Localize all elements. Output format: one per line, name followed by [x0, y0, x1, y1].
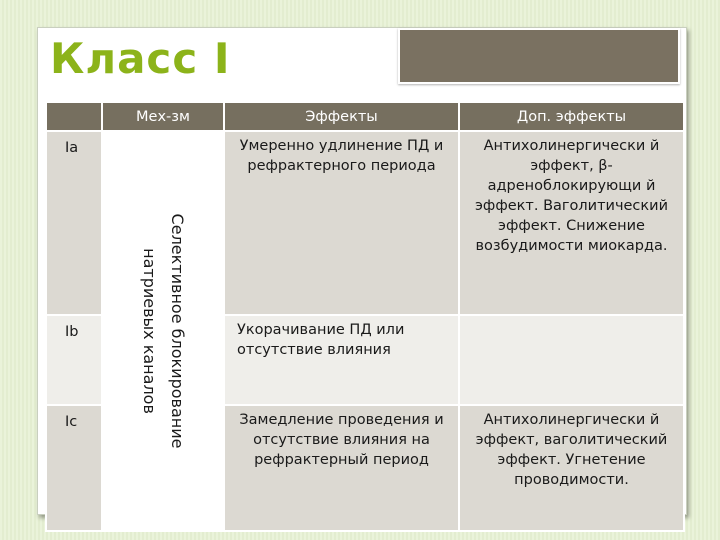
slide-header-tab [398, 28, 680, 84]
header-effects: Эффекты [224, 102, 459, 131]
header-additional-effects: Доп. эффекты [459, 102, 684, 131]
additional-effects-cell: Антихолинергически й эффект, β-адреноблокирующи й эффект. Ваголитический эффект. Снижение возбудимости миокарда. [459, 131, 684, 315]
class-table [45, 101, 685, 532]
table-row [46, 131, 684, 315]
slide-title: Класс I [50, 34, 231, 83]
class-name-cell: Ia [46, 131, 102, 315]
effects-cell: Умеренно удлинение ПД и рефрактерного периода [224, 131, 459, 315]
class-name-cell: Ic [46, 405, 102, 531]
header-class [46, 102, 102, 131]
additional-effects-cell [459, 315, 684, 405]
effects-cell: Замедление проведения и отсутствие влияния на рефрактерный период [224, 405, 459, 531]
effects-cell: Укорачивание ПД или отсутствие влияния [224, 315, 459, 405]
mechanism-text: Селективное блокирование натриевых каналов [140, 213, 187, 449]
class-name-cell: Ib [46, 315, 102, 405]
mechanism-cell [102, 131, 224, 531]
additional-effects-cell: Антихолинергически й эффект, ваголитический эффект. Угнетение проводимости. [459, 405, 684, 531]
header-mechanism: Мех-зм [102, 102, 224, 131]
table-header-row [46, 102, 684, 131]
